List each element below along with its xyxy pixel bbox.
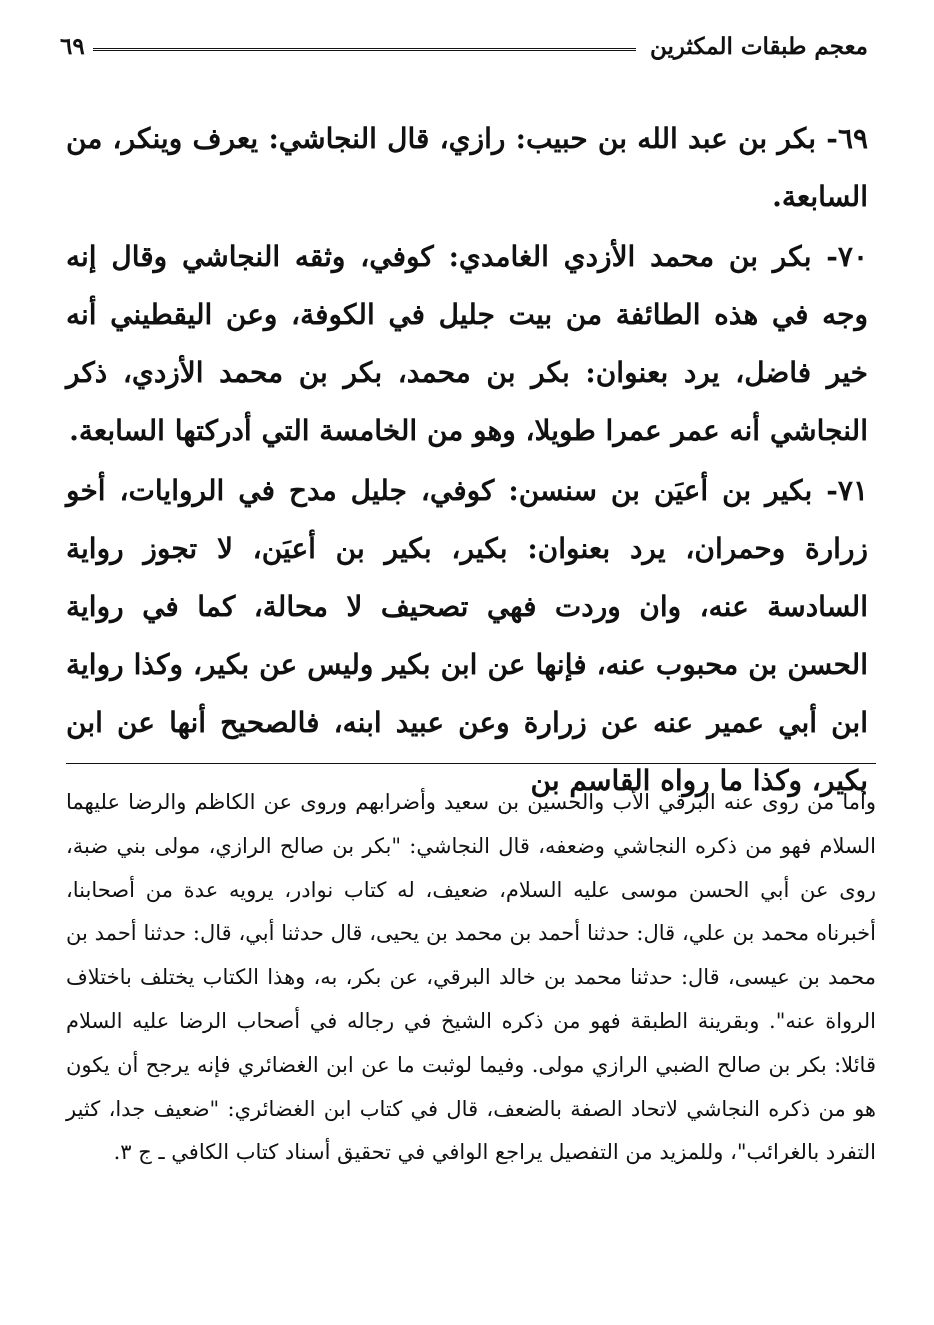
entry-body: رازي، قال النجاشي: يعرف وينكر، من السابعة. xyxy=(66,122,868,213)
entry-heading: ٧٠- بكر بن محمد الأزدي الغامدي: xyxy=(448,240,868,273)
main-text xyxy=(66,110,868,812)
running-header xyxy=(60,26,868,66)
entry-heading: ٧١- بكير بن أعيَن بن سنسن: xyxy=(508,474,868,507)
footnote-separator xyxy=(66,763,876,764)
entry-69 xyxy=(66,110,868,226)
entry-body: كوفي، جليل مدح في الروايات، أخو زرارة وحمران، يرد بعنوان: بكير، بكير بن أعيَن، لا تجوز رواية السادسة عنه، وان وردت فهي تصحيف لا محالة، كما في رواية الحسن بن محبوب عنه، فإنها عن ابن بكير وليس عن بكير، وكذا رواية ابن أبي عمير عنه عن زرارة وعن عبيد ابنه، فالصحيح أنها عن ابن بكير، وكذا ما رواه القاسم بن xyxy=(66,474,868,797)
footnote-text: وأما من روى عنه البرقي الأب والحسين بن سعيد وأضرابهم وروى عن الكاظم والرضا عليهما السلام فهو من ذكره النجاشي وضعفه، قال النجاشي: "بكر بن صالح الرازي، مولى بني ضبة، روى عن أبي الحسن موسى عليه السلام، ضعيف، له كتاب نوادر، يرويه عدة من أصحابنا، أخبرناه محمد بن علي، قال: حدثنا أحمد بن محمد بن يحيى، قال حدثنا أبي، قال: حدثنا أحمد بن محمد بن عيسى، قال: حدثنا محمد بن خالد البرقي، عن بكر، به، وهذا الكتاب يختلف باختلاف الرواة عنه". وبقرينة الطبقة فهو من ذكره الشيخ في رجاله في أصحاب الرضا عليه السلام قائلا: بكر بن صالح الضبي الرازي مولى. وفيما لوثبت ما عن ابن الغضائري فإنه يرجح أن يكون هو من ذكره النجاشي لاتحاد الصفة بالضعف، قال في كتاب ابن الغضائري: "ضعيف جدا، كثير التفرد بالغرائب"، وللمزيد من التفصيل يراجع الوافي في تحقيق أسناد كتاب الكافي ـ ج ٣. xyxy=(66,790,876,1165)
entry-70 xyxy=(66,228,868,460)
header-rule xyxy=(93,48,636,51)
page-number: ٦٩ xyxy=(60,32,85,60)
footnote xyxy=(66,781,876,1175)
entry-71 xyxy=(66,462,868,810)
entry-heading: ٦٩- بكر بن عبد الله بن حبيب: xyxy=(515,122,869,155)
book-title: معجم طبقات المكثرين xyxy=(649,32,868,60)
entry-body: كوفي، وثقه النجاشي وقال إنه وجه في هذه الطائفة من بيت جليل في الكوفة، وعن اليقطيني أنه خير فاضل، يرد بعنوان: بكر بن محمد، بكر بن محمد الأزدي، ذكر النجاشي أنه عمر عمرا طويلا، وهو من الخامسة التي أدركتها السابعة. xyxy=(66,240,868,447)
